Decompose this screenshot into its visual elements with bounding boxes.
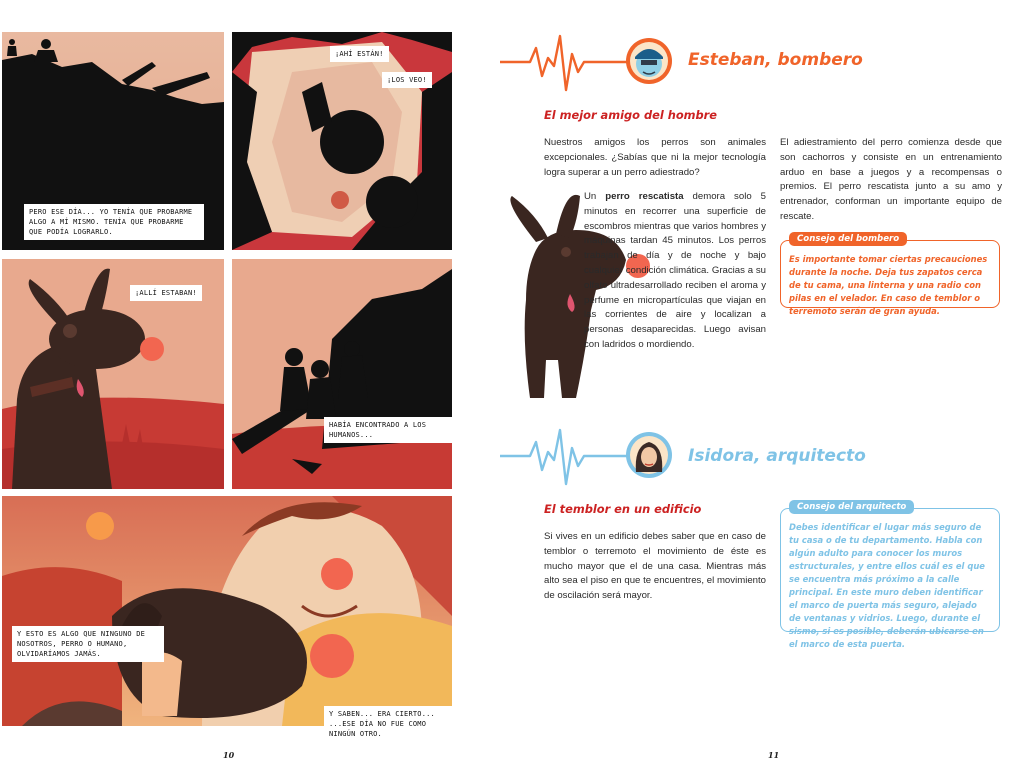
esteban-paragraph-3: El adiestramiento del perro comienza desde que son cachorros y consiste en un entrenamiento arduo en base a juegos y a recompensas o premios. El perro rescatista junto a su amo y entrenador, conforman un importante equipo de rescate. <box>780 137 1002 222</box>
rescue-dog-term: perro rescatista <box>605 191 684 202</box>
panel-1-caption: PERO ESE DÍA... YO TENÍA QUE PROBARME ALGO A MÍ MISMO. TENÍA QUE PROBARME QUE PODÍA LOGRARLO. <box>24 204 204 240</box>
para2-intro: Un <box>584 191 606 202</box>
comic-panel-5 <box>2 496 452 738</box>
panel-5-art <box>2 496 452 726</box>
panel-2-art <box>232 32 452 250</box>
comic-panel-1 <box>2 32 224 250</box>
architect-tip-text: Debes identificar el lugar más seguro de tu casa o de tu departamento. Habla con algún adulto para conocer los muros estructurales, y entre ellos cuál es el que se encuentra más próximo a la calle principal. En este muro deben identificar el marco de puerta más seguro, alejado de ventanas y vidrios. Luego, durante el sismo, si es posible, deberán ubicarse en el marco de esta puerta. <box>789 522 985 649</box>
firefighter-tip-box <box>780 234 1000 316</box>
panel-3-shout: ¡ALLÍ ESTABAN! <box>130 285 202 301</box>
esteban-paragraph-1: Nuestros amigos los perros son animales excepcionales. ¿Sabías que ni la mejor tecnología logra superar a un perro adiestrado? <box>544 137 766 178</box>
firefighter-tip-label: Consejo del bombero <box>789 232 907 246</box>
architect-tip-label: Consejo del arquitecto <box>789 500 914 514</box>
panel-5-caption-1: Y ESTO ES ALGO QUE NINGUNO DE NOSOTROS, PERRO O HUMANO, OLVIDARÍAMOS JAMÁS. <box>12 626 164 662</box>
architect-avatar-icon <box>626 432 672 478</box>
panel-2-shout-2: ¡LOS VEO! <box>382 72 432 88</box>
panel-2-shout-1: ¡AHÍ ESTÁN! <box>330 46 389 62</box>
esteban-title: Esteban, bombero <box>688 50 863 70</box>
heartbeat-line-blue <box>500 420 630 490</box>
panel-4-caption: HABÍA ENCONTRADO A LOS HUMANOS... <box>324 417 452 443</box>
esteban-paragraph-2 <box>584 190 766 353</box>
architect-tip-box <box>780 502 1000 649</box>
page-number-right: 11 <box>768 750 780 760</box>
comic-panel-3 <box>2 259 224 489</box>
isidora-section-title: El temblor en un edificio <box>544 502 702 516</box>
firefighter-avatar-icon <box>626 38 672 84</box>
heartbeat-line-orange <box>500 28 630 98</box>
page-number-left: 10 <box>223 750 235 760</box>
isidora-title: Isidora, arquitecto <box>688 446 866 466</box>
para2-body: demora solo 5 minutos en recorrer una superficie de escombros mientras que varios hombres y máquinas tardan 45 minutos. Los perros trabajan de día y de noche y bajo cualquier condición climática. Gracias a su olfato ultradesarrollado reciben el aroma y perfume en micropartículas que viajan en las corrientes de aire y localizan a personas desaparecidas. Luego avisan con ladridos o mordiendo. <box>584 191 766 350</box>
comic-panel-2 <box>232 32 452 250</box>
comic-panel-4 <box>232 259 452 489</box>
firefighter-tip-text: Es importante tomar ciertas precauciones durante la noche. Deja tus zapatos cerca de tu cama, una linterna y una radio con pilas en el velador. En caso de temblor o terremoto serán de gran ayuda. <box>789 254 988 316</box>
panel-4-art <box>232 259 452 489</box>
esteban-section-title: El mejor amigo del hombre <box>544 108 718 122</box>
panel-5-caption-2: Y SABEN... ERA CIERTO... ...ESE DÍA NO FUE COMO NINGÚN OTRO. <box>324 706 454 742</box>
isidora-paragraph-1: Si vives en un edificio debes saber que en caso de temblor o terremoto el movimiento de éste es mucho mayor que el de una casa. Mientras más alto sea el piso en que te encuentres, el movimiento de oscilación será mayor. <box>544 531 766 602</box>
